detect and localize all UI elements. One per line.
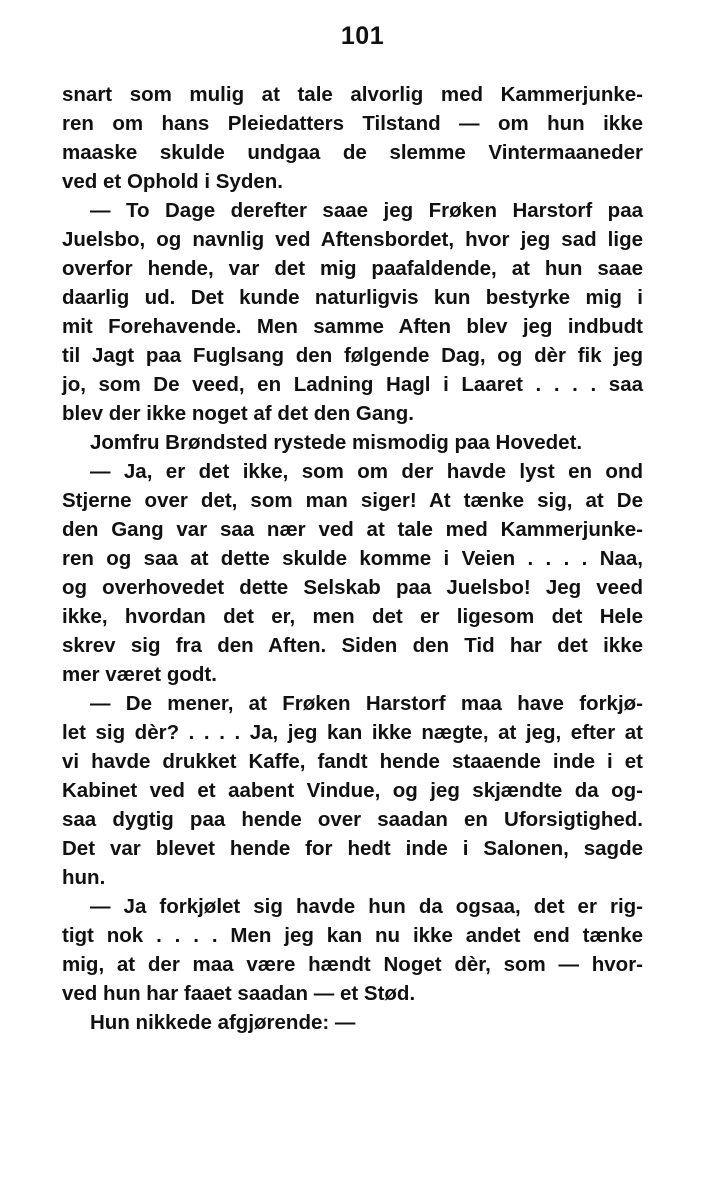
text-line: Jomfru Brøndsted rystede mismodig paa Hovedet. (90, 431, 583, 454)
page-number: 101 (340, 22, 385, 50)
text-line: — De mener, at Frøken Harstorf maa have forkjø- (90, 692, 643, 715)
text-line: og overhovedet dette Selskab paa Juelsbo! Jeg veed (62, 576, 643, 599)
text-line: blev der ikke noget af det den Gang. (62, 402, 414, 425)
text-line: — Ja, er det ikke, som om der havde lyst en ond (90, 460, 643, 483)
text-line: — Ja forkjølet sig havde hun da ogsaa, det er rig- (90, 895, 643, 918)
text-line: ren og saa at dette skulde komme i Veien . . . . Naa, (62, 547, 643, 570)
text-line: til Jagt paa Fuglsang den følgende Dag, og dèr fik jeg (62, 344, 643, 367)
text-line: let sig dèr? . . . . Ja, jeg kan ikke nægte, at jeg, efter at (62, 721, 643, 744)
text-line: overfor hende, var det mig paafaldende, at hun saae (62, 257, 643, 280)
text-line: saa dygtig paa hende over saadan en Uforsigtighed. (62, 808, 643, 831)
body-text (62, 80, 643, 1037)
text-line: snart som mulig at tale alvorlig med Kammerjunke- (62, 83, 643, 106)
text-line: ved et Ophold i Syden. (62, 170, 283, 193)
text-line: Det var blevet hende for hedt inde i Salonen, sagde (62, 837, 643, 860)
text-line: Hun nikkede afgjørende: — (90, 1011, 356, 1034)
text-line: Juelsbo, og navnlig ved Aftensbordet, hvor jeg sad lige (62, 228, 643, 251)
text-line: vi havde drukket Kaffe, fandt hende staaende inde i et (62, 750, 643, 773)
text-line: Stjerne over det, som man siger! At tænke sig, at De (62, 489, 643, 512)
text-line: mit Forehavende. Men samme Aften blev jeg indbudt (62, 315, 643, 338)
text-line: — To Dage derefter saae jeg Frøken Harstorf paa (90, 199, 643, 222)
text-line: ren om hans Pleiedatters Tilstand — om hun ikke (62, 112, 643, 135)
text-line: tigt nok . . . . Men jeg kan nu ikke andet end tænke (62, 924, 643, 947)
text-line: den Gang var saa nær ved at tale med Kammerjunke- (62, 518, 643, 541)
text-line: jo, som De veed, en Ladning Hagl i Laaret . . . . saa (62, 373, 643, 396)
text-line: ved hun har faaet saadan — et Stød. (62, 982, 416, 1005)
text-line: daarlig ud. Det kunde naturligvis kun bestyrke mig i (62, 286, 643, 309)
text-line: mer været godt. (62, 663, 217, 686)
text-line: maaske skulde undgaa de slemme Vintermaaneder (62, 141, 643, 164)
text-line: hun. (62, 866, 106, 889)
text-line: ikke, hvordan det er, men det er ligesom det Hele (62, 605, 643, 628)
text-line: Kabinet ved et aabent Vindue, og jeg skjændte da og- (62, 779, 643, 802)
text-line: mig, at der maa være hændt Noget dèr, som — hvor- (62, 953, 643, 976)
text-line: skrev sig fra den Aften. Siden den Tid har det ikke (62, 634, 643, 657)
